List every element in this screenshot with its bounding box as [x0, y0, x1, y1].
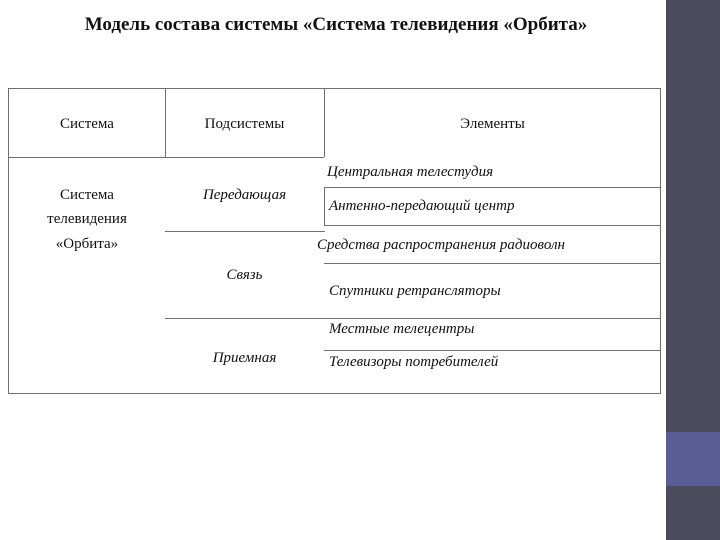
- subsystem-transmitting: Передающая: [202, 187, 287, 203]
- header-elements: Элементы: [460, 116, 525, 132]
- header-subsystems: Подсистемы: [204, 116, 285, 132]
- element-local-tv-centers: Местные телецентры: [329, 321, 475, 337]
- system-name-line-3: «Орбита»: [55, 236, 119, 252]
- subsystem-communication: Связь: [226, 267, 263, 283]
- elements-divider-1: [324, 187, 661, 188]
- element-antenna-center: Антенно-передающий центр: [329, 198, 515, 214]
- header-divider: [9, 157, 324, 158]
- element-central-studio: Центральная телестудия: [327, 164, 494, 180]
- system-composition-table: [8, 88, 661, 394]
- elements-divider-4: [324, 350, 661, 351]
- column-divider-2-lower: [324, 187, 325, 225]
- element-relay-satellites: Спутники ретрансляторы: [329, 283, 501, 299]
- header-system: Система: [60, 116, 114, 132]
- subsystem-divider-2: [165, 318, 661, 319]
- system-name-line-2: телевидения: [47, 211, 127, 227]
- elements-divider-3: [324, 263, 661, 264]
- system-name-line-1: Система: [60, 187, 114, 203]
- element-consumer-tvs: Телевизоры потребителей: [329, 354, 499, 370]
- subsystem-divider-1: [165, 231, 325, 232]
- subsystem-receiving: Приемная: [212, 350, 277, 366]
- element-radio-propagation: Средства распространения радиоволн: [317, 237, 565, 253]
- slide-title: Модель состава системы «Система телевидения «Орбита»: [84, 14, 588, 35]
- side-decoration-accent: [666, 432, 720, 486]
- elements-divider-2: [324, 225, 661, 226]
